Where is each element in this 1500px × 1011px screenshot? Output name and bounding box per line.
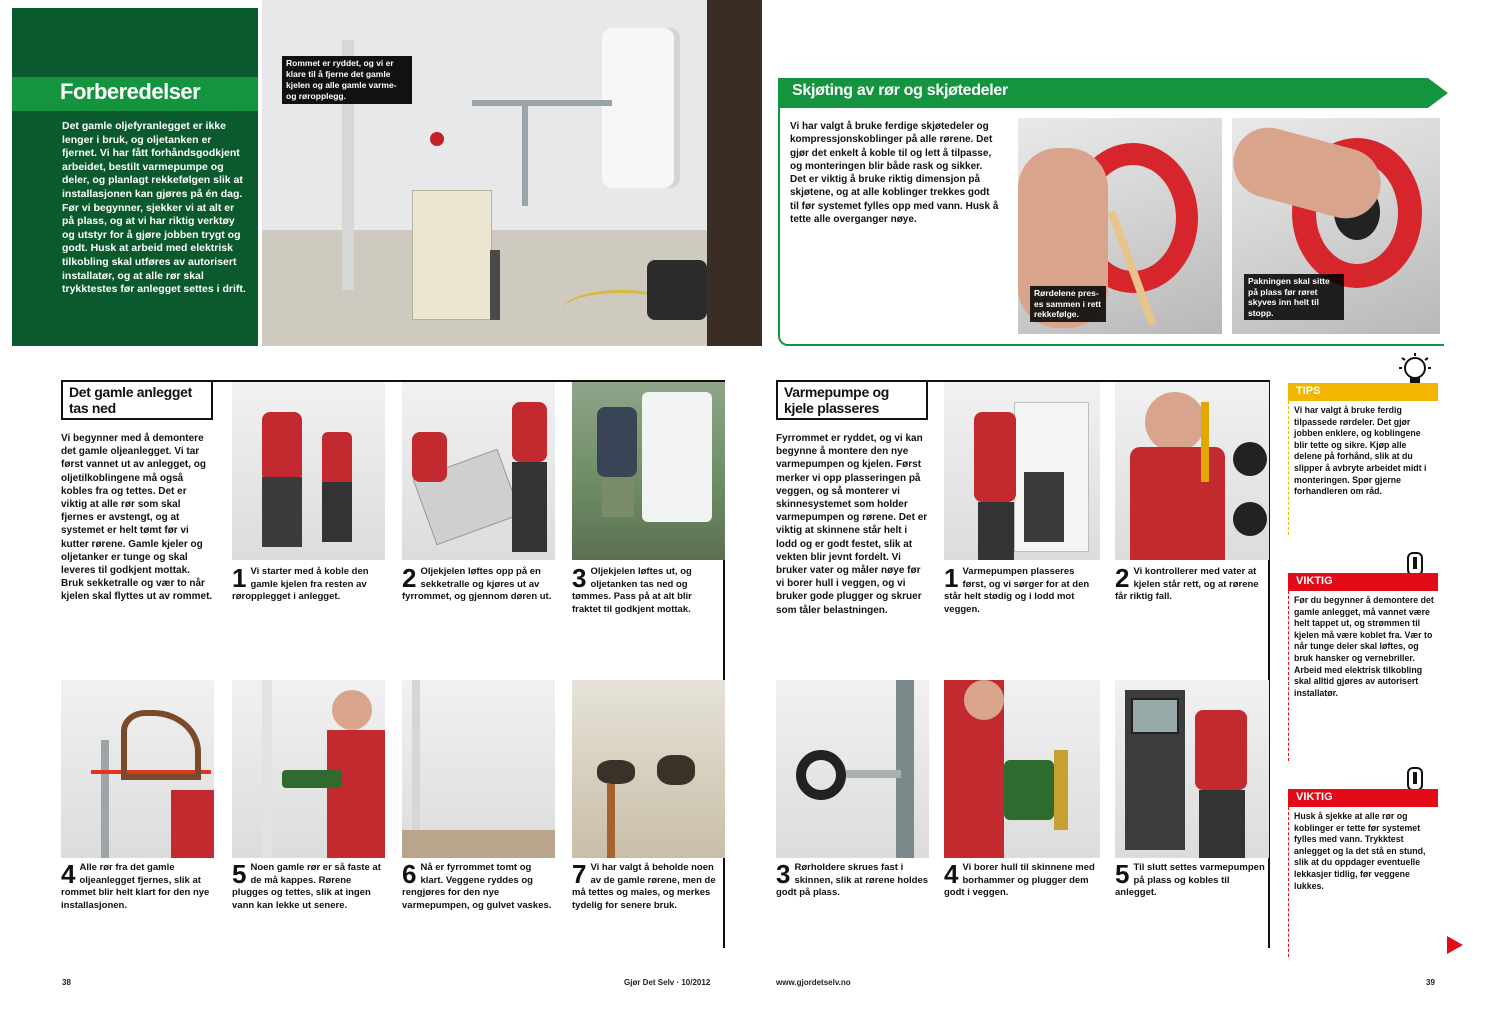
left-page-footer: Gjør Det Selv · 10/2012 (624, 978, 711, 987)
step-6-caption (402, 859, 555, 912)
heat-pump-step-5-photo (1115, 680, 1269, 858)
tip-text: Vi har valgt å bruke ferdig tilpassede rørdeler. Det gjør jobben enklere, og koblingene blir tette og sikre. Kjøp alle delene på forhånd, slik at du slipper å avbryte arbeidet midt i monteringen. Spør gjerne forhandleren om råd. (1294, 405, 1427, 497)
old-system-text: Vi begynner med å demontere det gamle oljeanlegget. Vi tar først vannet ut av anlegget, og oljetilkoblingene må også kobles fra og tettes. Det er viktig at alle rør som skal fjernes er avstengt, og at systemet er helt tømt før vi kutter rørene. Gamle kjeler og oljetanker er tunge og skal leveres til godkjent mottak. Bruk sekketralle og vær to når kjelen skal flyttes ut av rommet. (61, 433, 213, 603)
step-7-number: 7 (572, 859, 587, 889)
step-6-number: 6 (402, 859, 417, 889)
heat-pump-step-3-text: Rørholdere skrues fast i skinnen, slik at rørene holdes godt på plass. (776, 862, 929, 899)
right-page-footer: www.gjordetselv.no (776, 978, 851, 987)
continue-arrow-icon (1447, 936, 1463, 954)
step-4-text: Alle rør fra det gamle oljeanlegget fjernes, slik at rommet blir helt klart for den nye installasjonen. (61, 862, 210, 911)
heat-pump-step-1-caption (944, 563, 1100, 616)
step-2-text: Oljekjelen løftes opp på en sekketralle og kjøres ut av fyrrommet, og gjennom døren ut. (402, 566, 552, 603)
heat-pump-step-2-text: Vi kontrollerer med vater at kjelen står rett, og at rørene får riktig fall. (1115, 566, 1259, 603)
heat-pump-step-4-text: Vi borer hull til skinnene med borhammer og plugger dem godt i veggen. (944, 862, 1095, 899)
heat-pump-step-5-text: Til slutt settes varmepumpen på plass og kobles til anlegget. (1115, 862, 1265, 899)
step-1-caption (232, 563, 385, 604)
heat-pump-step-3-caption (776, 859, 929, 900)
joint-text: Vi har valgt å bruke ferdige skjøtedeler og kompressjonskoblinger på alle rørene. Det gjør det enkelt å koble til og lett å tilpasse, og monteringen blir både rask og sikker. Det er viktig å bruke riktig dimensjon på skjøtene, og at alle koblinger trekkes godt til før systemet fylles opp med vann. Husk å tette alle overganger nøye. (790, 121, 999, 226)
heat-pump-step-4-number: 4 (944, 859, 959, 889)
step-2-photo (402, 382, 555, 560)
tip-label: TIPS (1288, 383, 1438, 401)
step-6-text: Nå er fyrrommet tomt og klart. Veggene ryddes og rengjøres for den nye varmepumpen, og gulvet vaskes. (402, 862, 552, 911)
joint-photo-1-caption: Rørdelene pres-es sammen i rett rekkefølge. (1030, 286, 1106, 322)
intro-text: Det gamle oljefyranlegget er ikke lenger i bruk, og oljetanken er fjernet. Vi har fått forhåndsgodkjent arbeidet, bestilt varmepumpe og deler, og planlagt rekkefølgen slik at installasjonen kan gjøres på én dag. Før vi begynner, sjekker vi at alt er på plass, og at vi har riktig verktøy og utstyr for å gjøre jobben trygt og godt. Husk at arbeid med elektrisk tilkobling skal utføres av autorisert installatør, og at alle rør skal trykktestes før anlegget settes i drift. (62, 120, 246, 296)
step-4-number: 4 (61, 859, 76, 889)
step-7-text: Vi har valgt å beholde noen av de gamle rørene, men de må tettes og males, og merkes tydelig for senere bruk. (572, 862, 716, 911)
heat-pump-step-2-number: 2 (1115, 563, 1130, 593)
old-system-section-title: Det gamle anlegget tas ned (61, 380, 213, 420)
step-1-photo (232, 382, 385, 560)
heat-pump-step-1-text: Varmepumpen plasseres først, og vi sørger for at den står helt stødig og i lodd mot veggen. (944, 566, 1090, 615)
step-1-number: 1 (232, 563, 247, 593)
heat-pump-step-1-photo (944, 382, 1100, 560)
step-3-text: Oljekjelen løftes ut, og oljetanken tas ned og tømmes. Pass på at alt blir fraktet til godkjent mottak. (572, 566, 692, 615)
step-3-number: 3 (572, 563, 587, 593)
step-1-text: Vi starter med å koble den gamle kjelen fra resten av røropplegget i anlegget. (232, 566, 369, 603)
step-3-caption (572, 563, 722, 616)
heat-pump-step-5-caption (1115, 859, 1265, 900)
step-4-photo (61, 680, 214, 858)
heat-pump-step-2-caption (1115, 563, 1265, 604)
step-4-caption (61, 859, 214, 912)
step-5-number: 5 (232, 859, 247, 889)
step-6-photo (402, 680, 555, 858)
room-photo-caption: Rommet er ryddet, og vi er klare til å fjerne det gamle kjelen og alle gamle varme- og røropplegg. (282, 56, 412, 104)
step-5-text: Noen gamle rør er så faste at de må kappes. Rørene plugges og tettes, slik at ingen vann kan lekke ut senere. (232, 862, 381, 911)
heat-pump-text: Fyrrommet er ryddet, og vi kan begynne å montere den nye varmepumpen og kjelen. Først merker vi opp plasseringen på veggen, og så monterer vi skinnesystemet som holder varmepumpen og rørene. Det er viktig at skinnene står helt i lodd og er godt festet, slik at vekten blir jevnt fordelt. Vi bruker vater og måler nøye før vi borer hull i veggen, og vi bruker gode plugger og skruer som tåler belastningen. (776, 433, 928, 616)
joint-title: Skjøting av rør og skjøtedeler (792, 82, 1008, 99)
joint-photo-2-caption: Pakningen skal sitte på plass før røret skyves inn helt til stopp. (1244, 274, 1344, 320)
left-page-number: 38 (62, 978, 71, 987)
heat-pump-step-3-number: 3 (776, 859, 791, 889)
heat-pump-step-4-caption (944, 859, 1100, 900)
step-2-caption (402, 563, 555, 604)
step-5-caption (232, 859, 385, 912)
step-5-photo (232, 680, 385, 858)
heat-pump-step-1-number: 1 (944, 563, 959, 593)
heat-pump-step-4-photo (944, 680, 1100, 858)
intro-title: Forberedelser (60, 79, 201, 104)
step-3-photo (572, 382, 725, 560)
heat-pump-step-5-number: 5 (1115, 859, 1130, 889)
warning-label-2: VIKTIG (1288, 789, 1438, 807)
heat-pump-section-title: Varmepumpe og kjele plasseres (776, 380, 928, 420)
heat-pump-step-2-photo (1115, 382, 1269, 560)
warning-text-1: Før du begynner å demontere det gamle anlegget, må vannet være helt tappet ut, og strømmen til kjelen må være koblet fra. Vær to når tunge deler skal løftes, og bruk hansker og vernebriller. Arbeid med elektrisk tilkobling skal alltid gjøres av autorisert installatør. (1294, 595, 1434, 698)
warning-label-1: VIKTIG (1288, 573, 1438, 591)
warning-text-2: Husk å sjekke at alle rør og koblinger er tette før systemet fylles med vann. Trykktest anlegget og la det stå en stund, slik at du oppdager eventuelle lekkasjer tidlig, før veggene lukkes. (1294, 811, 1426, 891)
boiler-room-photo (262, 0, 762, 346)
step-7-caption (572, 859, 722, 912)
heat-pump-step-3-photo (776, 680, 929, 858)
step-2-number: 2 (402, 563, 417, 593)
right-page-number: 39 (1426, 978, 1435, 987)
step-7-photo (572, 680, 725, 858)
